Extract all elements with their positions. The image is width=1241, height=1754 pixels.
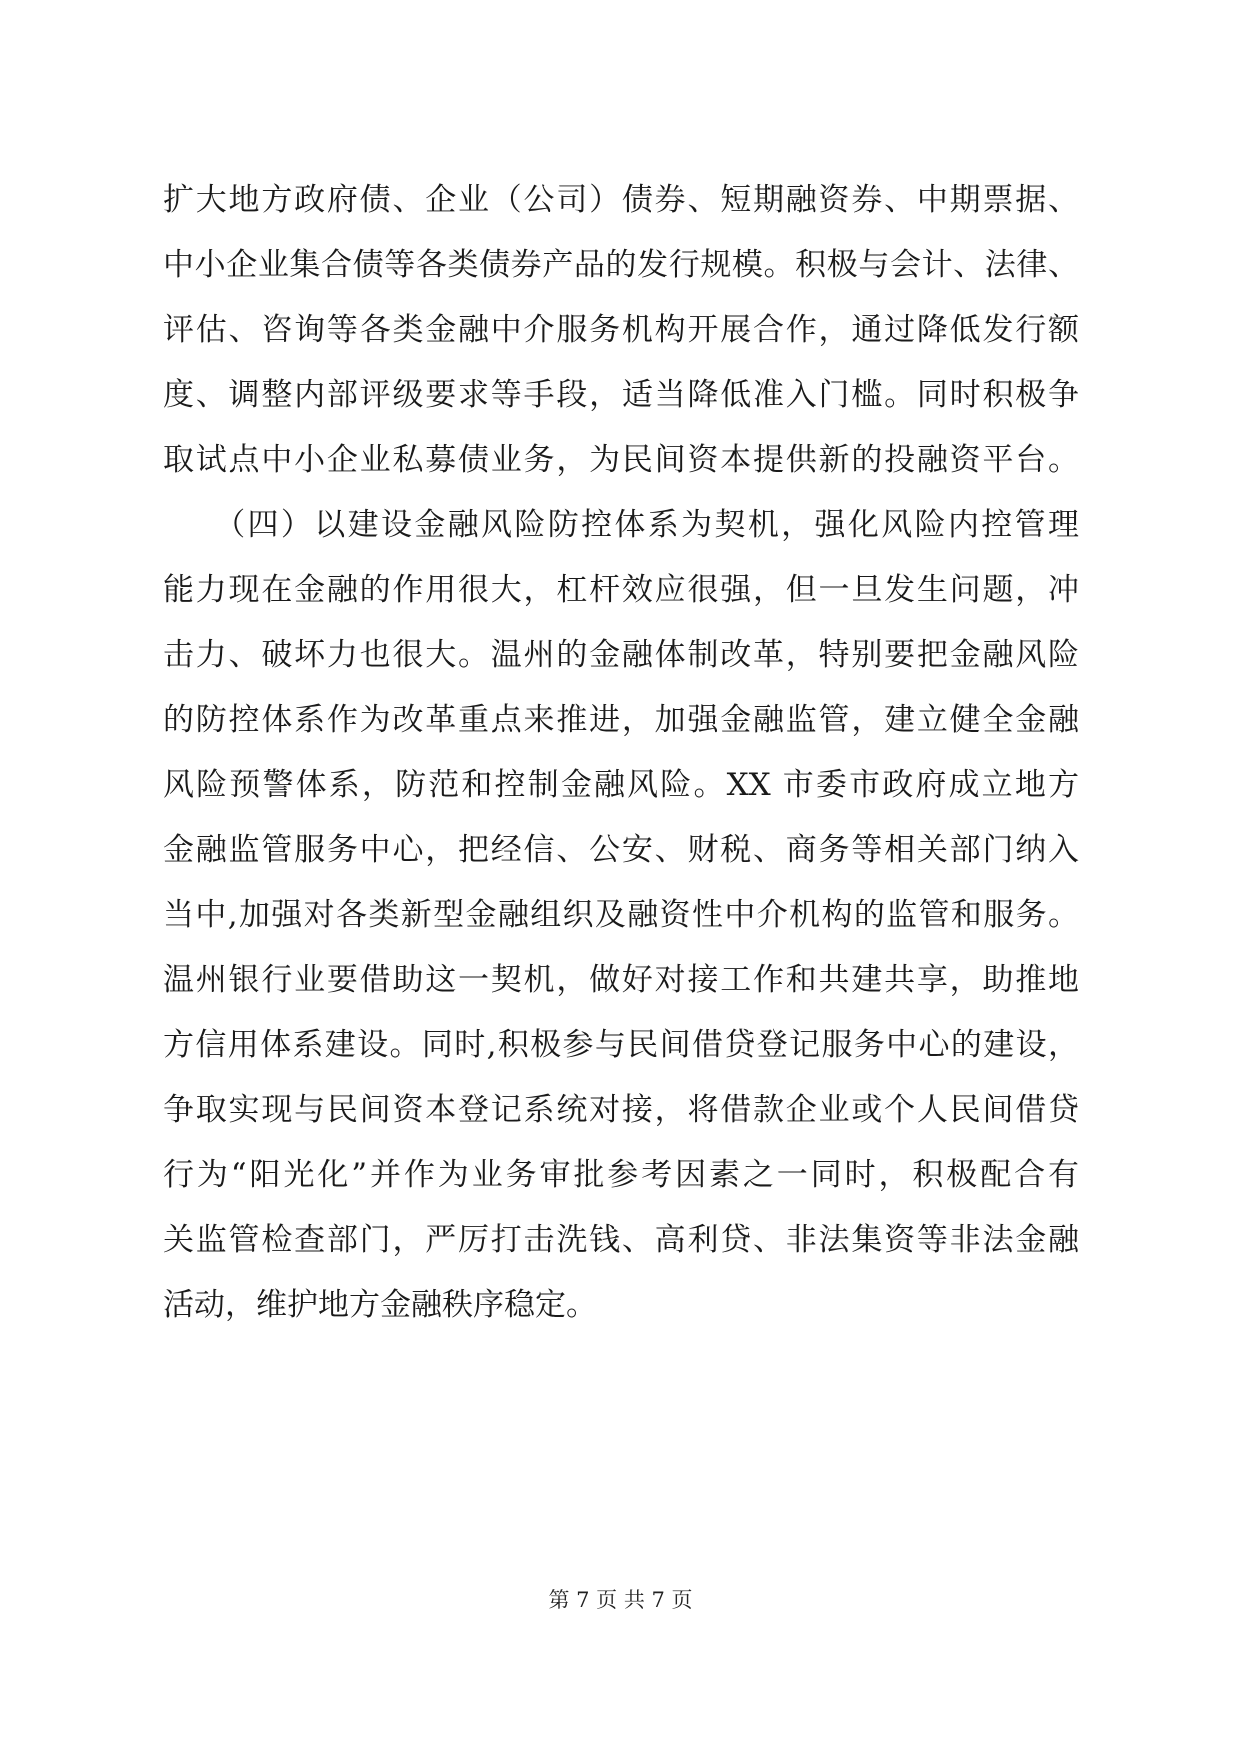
text-line: 方信用体系建设。同时,积极参与民间借贷登记服务中心的建设， (163, 1027, 1079, 1063)
body-text (163, 168, 1079, 1338)
text-line: 活动，维护地方金融秩序稳定。 (163, 1287, 597, 1323)
page-number-footer: 第 7 页 共 7 页 (548, 1588, 693, 1612)
text-line: 温州银行业要借助这一契机，做好对接工作和共建共享，助推地 (163, 962, 1079, 998)
section-heading-line: （四）以建设金融风险防控体系为契机，强化风险内控管理 (163, 507, 1079, 543)
text-line: 风险预警体系，防范和控制金融风险。XX 市委市政府成立地方 (163, 767, 1079, 803)
text-line: 能力现在金融的作用很大，杠杆效应很强，但一旦发生问题，冲 (163, 572, 1079, 608)
text-line: 的防控体系作为改革重点来推进，加强金融监管，建立健全金融 (163, 702, 1079, 738)
text-line: 争取实现与民间资本登记系统对接，将借款企业或个人民间借贷 (163, 1092, 1079, 1128)
text-line: 评估、咨询等各类金融中介服务机构开展合作，通过降低发行额 (163, 312, 1079, 348)
text-line: 中小企业集合债等各类债券产品的发行规模。积极与会计、法律、 (163, 247, 1079, 283)
text-line: 行为“阳光化”并作为业务审批参考因素之一同时，积极配合有 (163, 1157, 1079, 1193)
text-line: 度、调整内部评级要求等手段，适当降低准入门槛。同时积极争 (163, 377, 1079, 413)
text-line: 击力、破坏力也很大。温州的金融体制改革，特别要把金融风险 (163, 637, 1079, 673)
text-line: 取试点中小企业私募债业务，为民间资本提供新的投融资平台。 (163, 442, 1079, 478)
text-line: 扩大地方政府债、企业（公司）债券、短期融资券、中期票据、 (163, 182, 1079, 218)
text-line: 金融监管服务中心，把经信、公安、财税、商务等相关部门纳入 (163, 832, 1079, 868)
text-line: 当中,加强对各类新型金融组织及融资性中介机构的监管和服务。 (163, 897, 1079, 933)
text-line: 关监管检查部门，严厉打击洗钱、高利贷、非法集资等非法金融 (163, 1222, 1079, 1258)
